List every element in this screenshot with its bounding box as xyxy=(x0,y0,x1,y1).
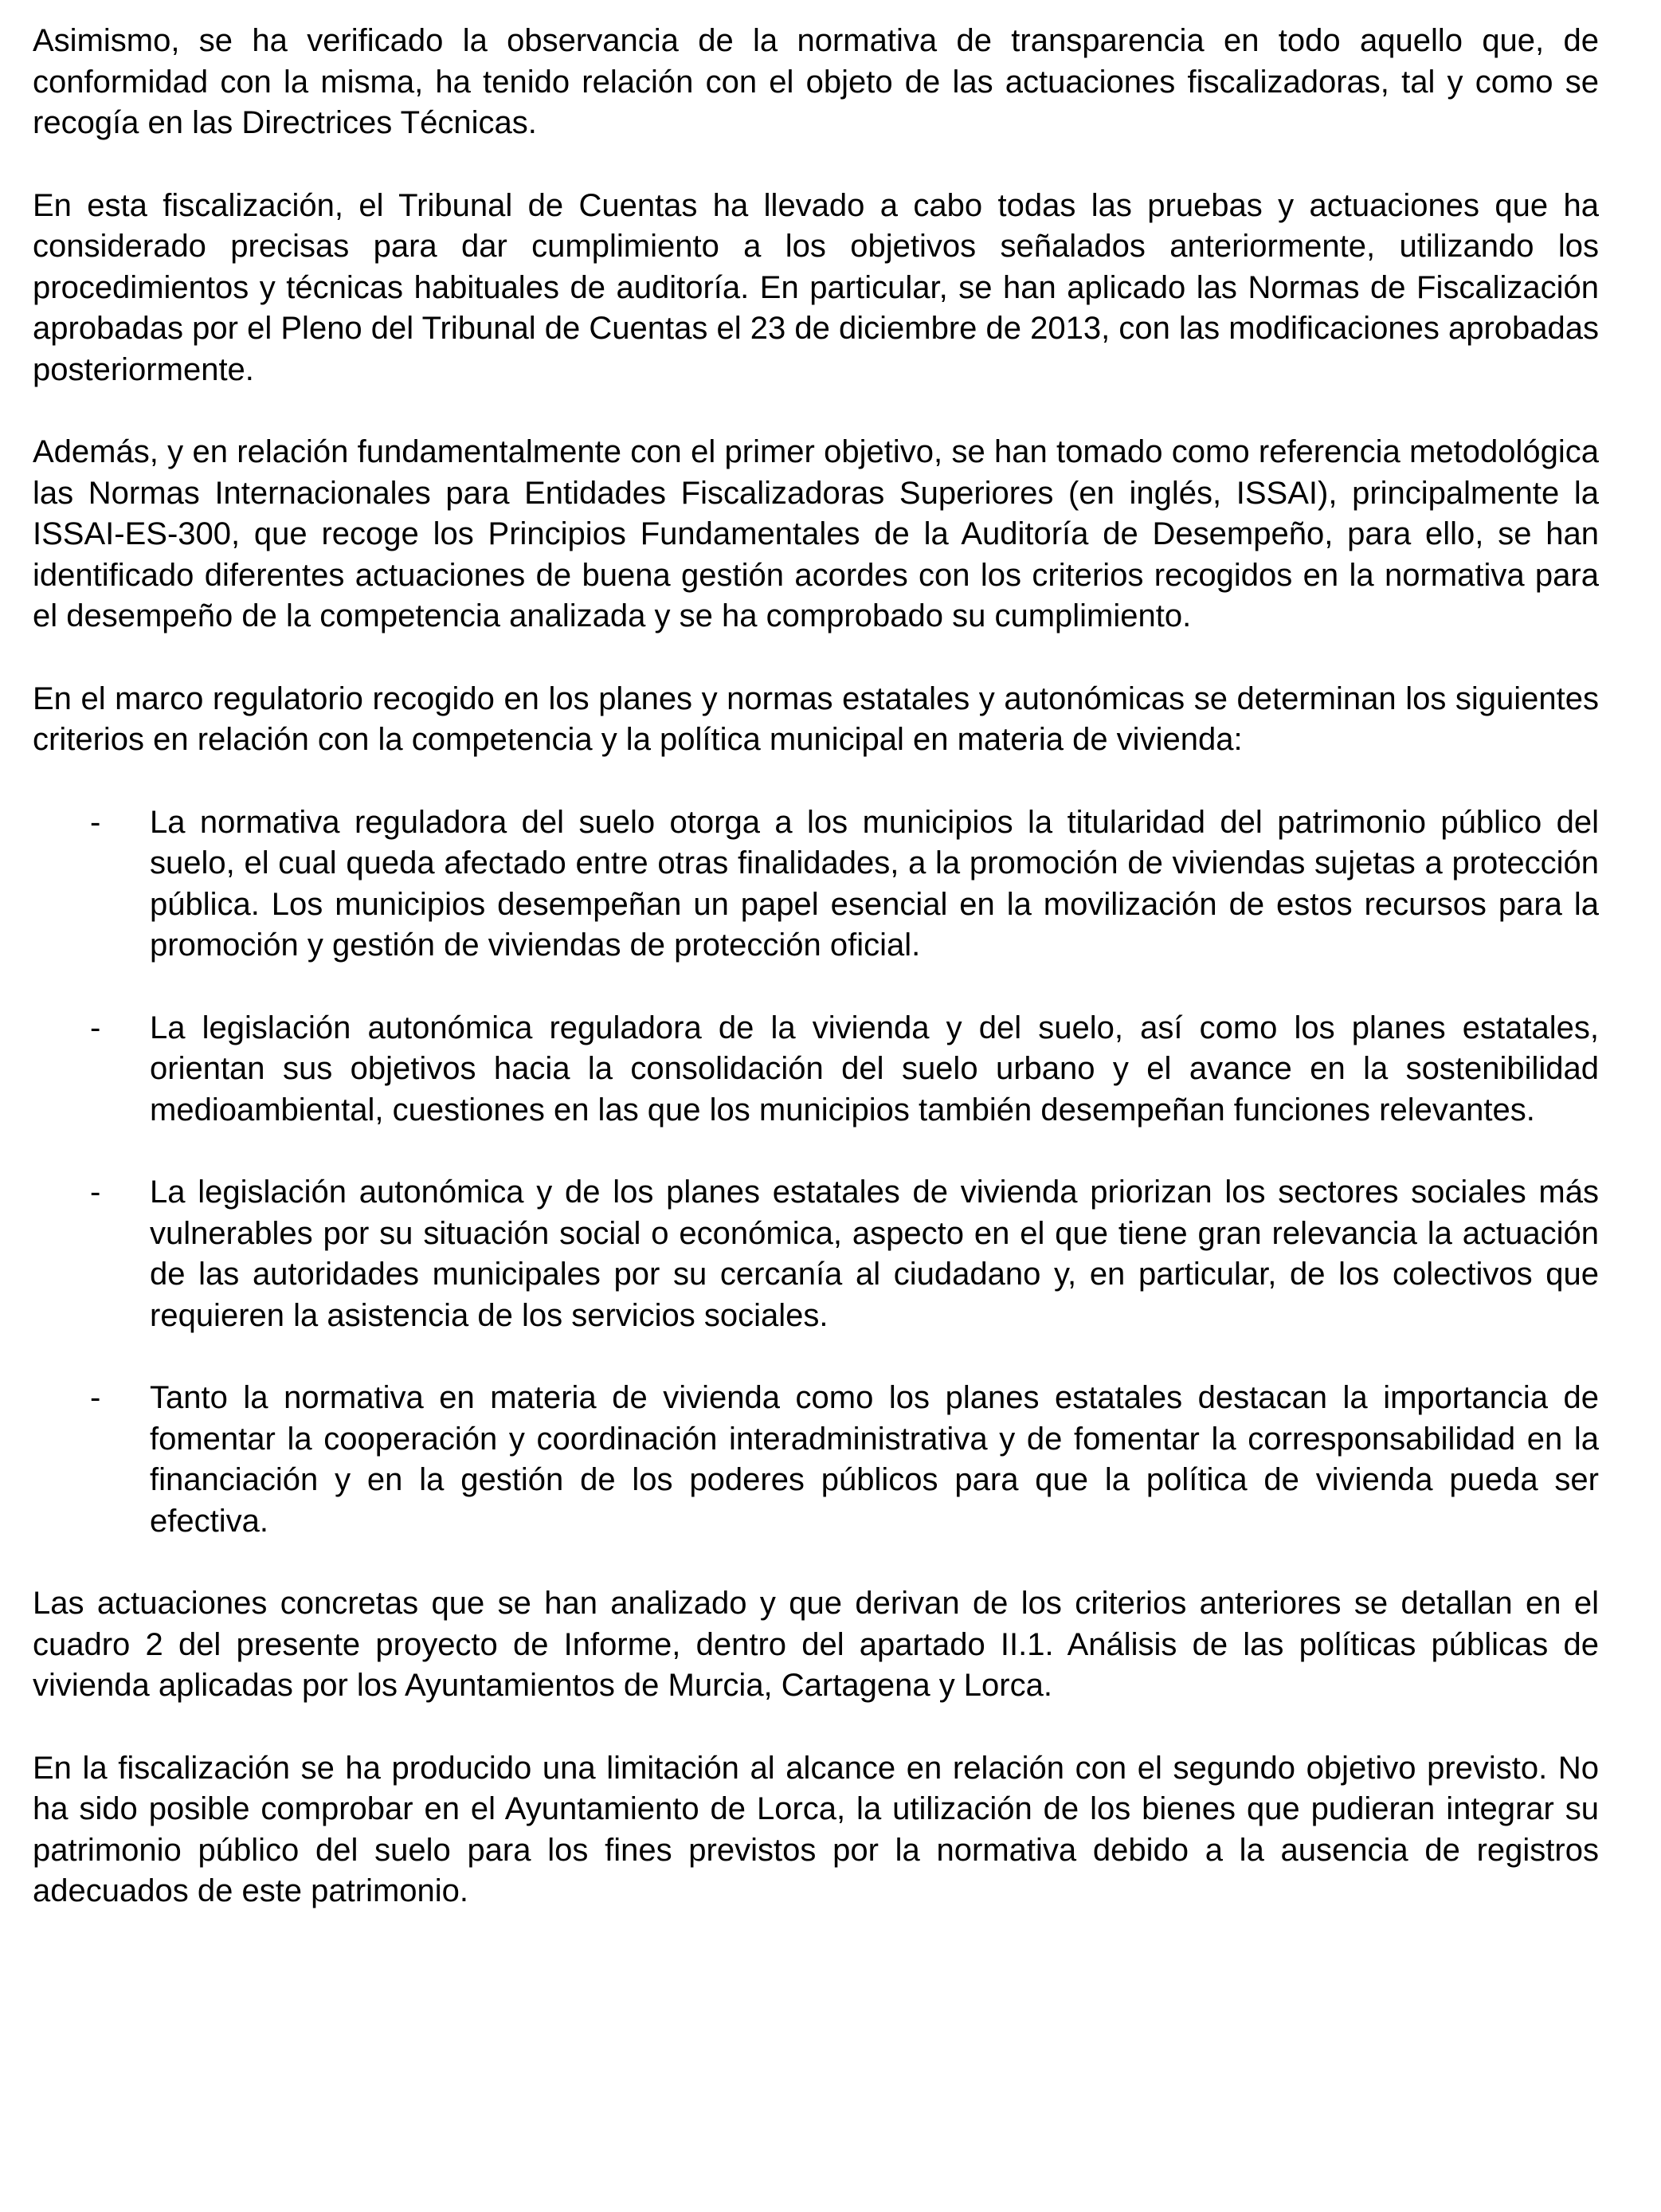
list-item xyxy=(33,1008,1599,1131)
list-item xyxy=(33,1172,1599,1336)
paragraph-specific-actions: Las actuaciones concretas que se han analizado y que derivan de los criterios anteriores se detallan en el cuadro 2 del presente proyecto de Informe, dentro del apartado II.1. Análisis de las políticas públicas de vivienda aplicadas por los Ayuntamientos de Murcia, Cartagena y Lorca. xyxy=(33,1586,1599,1703)
list-item-text: Tanto la normativa en materia de vivienda como los planes estatales destacan la importancia de fomentar la cooperación y coordinación interadministrativa y de fomentar la corresponsabilidad en la financiación y en la gestión de los poderes públicos para que la política de vivienda pueda ser efectiva. xyxy=(150,1380,1599,1539)
list-item xyxy=(33,1378,1599,1542)
bullet-marker: - xyxy=(90,1175,101,1210)
paragraph-transparency: Asimismo, se ha verificado la observancia de la normativa de transparencia en todo aquello que, de conformidad con la misma, ha tenido relación con el objeto de las actuaciones fiscalizadoras, tal y como se recogía en las Directrices Técnicas. xyxy=(33,23,1599,140)
criteria-list xyxy=(33,802,1599,1543)
paragraph-issai-methodology: Además, y en relación fundamentalmente con el primer objetivo, se han tomado como referencia metodológica las Normas Internacionales para Entidades Fiscalizadoras Superiores (en inglés, ISSAI), principalmente la ISSAI-ES-300, que recoge los Principios Fundamentales de la Auditoría de Desempeño, para ello, se han identificado diferentes actuaciones de buena gestión acordes con los criterios recogidos en la normativa para el desempeño de la competencia analizada y se ha comprobado su cumplimiento. xyxy=(33,434,1599,633)
paragraph-scope-limitation: En la fiscalización se ha producido una limitación al alcance en relación con el segundo objetivo previsto. No ha sido posible comprobar en el Ayuntamiento de Lorca, la utilización de los bienes que pudieran integrar su patrimonio público del suelo para los fines previstos por la normativa debido a la ausencia de registros adecuados de este patrimonio. xyxy=(33,1750,1599,1908)
list-item-text: La legislación autonómica reguladora de la vivienda y del suelo, así como los planes estatales, orientan sus objetivos hacia la consolidación del suelo urbano y el avance en la sostenibilidad medioambiental, cuestiones en las que los municipios también desempeñan funciones relevantes. xyxy=(150,1010,1599,1128)
bullet-marker: - xyxy=(90,1010,101,1045)
paragraph-regulatory-framework: En el marco regulatorio recogido en los planes y normas estatales y autonómicas se determinan los siguientes criterios en relación con la competencia y la política municipal en materia de vivienda: xyxy=(33,680,1599,757)
list-item-text: La normativa reguladora del suelo otorga a los municipios la titularidad del patrimonio público del suelo, el cual queda afectado entre otras finalidades, a la promoción de viviendas sujetas a protección pública. Los municipios desempeñan un papel esencial en la movilización de estos recursos para la promoción y gestión de viviendas de protección oficial. xyxy=(150,804,1599,963)
document-page xyxy=(33,21,1599,1954)
list-item xyxy=(33,802,1599,967)
paragraph-audit-procedures: En esta fiscalización, el Tribunal de Cuentas ha llevado a cabo todas las pruebas y actuaciones que ha considerado precisas para dar cumplimiento a los objetivos señalados anteriormente, utilizando los procedimientos y técnicas habituales de auditoría. En particular, se han aplicado las Normas de Fiscalización aprobadas por el Pleno del Tribunal de Cuentas el 23 de diciembre de 2013, con las modificaciones aprobadas posteriormente. xyxy=(33,187,1599,387)
bullet-marker: - xyxy=(90,804,101,840)
bullet-marker: - xyxy=(90,1380,101,1415)
list-item-text: La legislación autonómica y de los planes estatales de vivienda priorizan los sectores sociales más vulnerables por su situación social o económica, aspecto en el que tiene gran relevancia la actuación de las autoridades municipales por su cercanía al ciudadano y, en particular, de los colectivos que requieren la asistencia de los servicios sociales. xyxy=(150,1175,1599,1333)
